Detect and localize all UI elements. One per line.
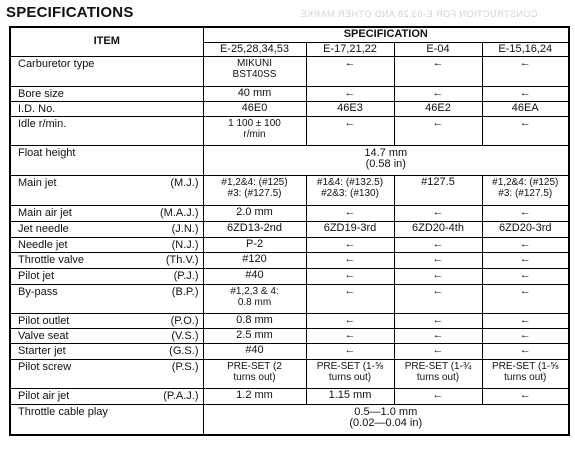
spec-item-abbreviation: (P.S.) <box>171 360 199 373</box>
spec-value: PRE-SET (2 turns out) <box>203 359 306 388</box>
spec-value: 2.5 mm <box>203 328 306 343</box>
spec-value: ← <box>394 343 482 359</box>
spec-value: PRE-SET (1-⅝ turns out) <box>482 359 569 388</box>
spec-value: ← <box>482 268 569 284</box>
spec-value: ← <box>394 284 482 313</box>
spec-value: ← <box>394 388 482 404</box>
spec-value: ← <box>394 116 482 145</box>
spec-value: #120 <box>203 252 306 268</box>
spec-value-span: 0.5—1.0 mm (0.02—0.04 in) <box>203 404 569 435</box>
spec-row <box>10 101 569 116</box>
spec-item-abbreviation: (M.A.J.) <box>160 206 199 219</box>
spec-item-abbreviation: (P.A.J.) <box>163 389 199 402</box>
bleed-through-text: CONSTRUCTION FOR E-03,28 AND OTHER MARKE <box>300 9 538 19</box>
spec-item-cell <box>10 328 203 343</box>
spec-item-abbreviation: (B.P.) <box>171 285 199 298</box>
spec-item-abbreviation: (M.J.) <box>170 176 199 189</box>
spec-value: ← <box>306 268 394 284</box>
spec-value: 1.2 mm <box>203 388 306 404</box>
spec-item-label: Idle r/min. <box>18 117 67 130</box>
spec-row <box>10 284 569 313</box>
spec-value: 6ZD13-2nd <box>203 221 306 237</box>
spec-value: ← <box>306 313 394 328</box>
spec-value: ← <box>394 328 482 343</box>
specifications-table <box>9 26 570 436</box>
spec-item-label: By-pass <box>18 285 58 298</box>
spec-value: 46EA <box>482 101 569 116</box>
spec-item-cell <box>10 404 203 435</box>
spec-value: 2.0 mm <box>203 205 306 221</box>
specification-header: SPECIFICATION <box>203 27 569 42</box>
spec-value: ← <box>394 268 482 284</box>
spec-value: 6ZD20-3rd <box>482 221 569 237</box>
spec-value: ← <box>394 237 482 252</box>
spec-item-label: Pilot outlet <box>18 314 70 327</box>
spec-row <box>10 221 569 237</box>
spec-value: ← <box>306 116 394 145</box>
spec-row <box>10 388 569 404</box>
spec-row <box>10 328 569 343</box>
spec-item-label: Valve seat <box>18 329 69 342</box>
spec-item-cell <box>10 205 203 221</box>
spec-item-label: Throttle cable play <box>18 405 108 418</box>
spec-value: 1.15 mm <box>306 388 394 404</box>
spec-item-cell <box>10 237 203 252</box>
spec-value: 46E3 <box>306 101 394 116</box>
spec-value: ← <box>306 343 394 359</box>
spec-item-label: I.D. No. <box>18 102 56 115</box>
spec-value: ← <box>306 56 394 86</box>
spec-item-label: Jet needle <box>18 222 69 235</box>
spec-value: #1,2&4: (#125) #3: (#127.5) <box>203 175 306 205</box>
spec-value: ← <box>306 205 394 221</box>
spec-row <box>10 205 569 221</box>
spec-row <box>10 268 569 284</box>
spec-row <box>10 86 569 101</box>
column-header: E-15,16,24 <box>482 42 569 56</box>
column-header: E-25,28,34,53 <box>203 42 306 56</box>
spec-value-span: 14.7 mm (0.58 in) <box>203 145 569 175</box>
spec-value: #40 <box>203 268 306 284</box>
spec-row <box>10 252 569 268</box>
spec-value: 46E2 <box>394 101 482 116</box>
spec-item-cell <box>10 252 203 268</box>
spec-value: #127.5 <box>394 175 482 205</box>
spec-item-label: Main air jet <box>18 206 72 219</box>
spec-row <box>10 359 569 388</box>
spec-value: ← <box>482 328 569 343</box>
spec-value: ← <box>306 237 394 252</box>
spec-value: PRE-SET (1-¾ turns out) <box>394 359 482 388</box>
spec-row <box>10 175 569 205</box>
spec-item-abbreviation: (G.S.) <box>169 344 199 357</box>
spec-item-cell <box>10 343 203 359</box>
spec-item-cell <box>10 268 203 284</box>
spec-item-label: Pilot air jet <box>18 389 70 402</box>
spec-value: ← <box>306 252 394 268</box>
spec-item-cell <box>10 221 203 237</box>
spec-item-cell <box>10 175 203 205</box>
spec-item-abbreviation: (V.S.) <box>171 329 199 342</box>
spec-value: ← <box>482 252 569 268</box>
spec-value: ← <box>394 205 482 221</box>
spec-item-abbreviation: (J.N.) <box>171 222 199 235</box>
spec-item-abbreviation: (P.J.) <box>173 269 199 282</box>
spec-value: 1 100 ± 100 r/min <box>203 116 306 145</box>
spec-value: ← <box>306 284 394 313</box>
spec-item-label: Throttle valve <box>18 253 85 266</box>
spec-item-cell <box>10 101 203 116</box>
spec-value: ← <box>482 284 569 313</box>
spec-value: ← <box>482 86 569 101</box>
spec-value: ← <box>394 252 482 268</box>
spec-value: ← <box>482 343 569 359</box>
spec-value: ← <box>482 237 569 252</box>
spec-value: P-2 <box>203 237 306 252</box>
spec-row <box>10 404 569 435</box>
spec-item-label: Pilot jet <box>18 269 55 282</box>
spec-item-abbreviation: (P.O.) <box>170 314 199 327</box>
spec-value: ← <box>306 86 394 101</box>
spec-value: ← <box>482 116 569 145</box>
spec-item-cell <box>10 359 203 388</box>
spec-item-label: Starter jet <box>18 344 66 357</box>
spec-value: ← <box>306 328 394 343</box>
spec-item-label: Main jet <box>18 176 57 189</box>
spec-item-label: Carburetor type <box>18 57 95 70</box>
spec-row <box>10 343 569 359</box>
page-title: SPECIFICATIONS <box>6 4 134 21</box>
spec-value: 6ZD19-3rd <box>306 221 394 237</box>
spec-value: 46E0 <box>203 101 306 116</box>
spec-value: PRE-SET (1-⅝ turns out) <box>306 359 394 388</box>
spec-value: 0.8 mm <box>203 313 306 328</box>
spec-value: 40 mm <box>203 86 306 101</box>
spec-item-cell <box>10 145 203 175</box>
spec-row <box>10 116 569 145</box>
column-header: E-04 <box>394 42 482 56</box>
spec-value: #1,2,3 & 4: 0.8 mm <box>203 284 306 313</box>
spec-value: #1&4: (#132.5) #2&3: (#130) <box>306 175 394 205</box>
spec-row <box>10 313 569 328</box>
spec-row <box>10 145 569 175</box>
spec-value: ← <box>482 313 569 328</box>
spec-item-cell <box>10 284 203 313</box>
spec-value: #40 <box>203 343 306 359</box>
spec-value: MIKUNI BST40SS <box>203 56 306 86</box>
spec-item-cell <box>10 56 203 86</box>
spec-value: ← <box>394 313 482 328</box>
spec-value: ← <box>394 56 482 86</box>
spec-value: ← <box>482 388 569 404</box>
spec-item-abbreviation: (N.J.) <box>171 238 199 251</box>
spec-item-label: Bore size <box>18 87 64 100</box>
spec-value: ← <box>394 86 482 101</box>
spec-row <box>10 237 569 252</box>
spec-value: 6ZD20-4th <box>394 221 482 237</box>
spec-item-abbreviation: (Th.V.) <box>165 253 199 266</box>
spec-item-label: Float height <box>18 146 76 159</box>
spec-value: #1,2&4: (#125) #3: (#127.5) <box>482 175 569 205</box>
item-header: ITEM <box>10 27 203 56</box>
spec-value: ← <box>482 205 569 221</box>
spec-item-label: Pilot screw <box>18 360 72 373</box>
spec-item-cell <box>10 116 203 145</box>
spec-item-label: Needle jet <box>18 238 68 251</box>
column-header: E-17,21,22 <box>306 42 394 56</box>
spec-value: ← <box>482 56 569 86</box>
spec-item-cell <box>10 313 203 328</box>
spec-item-cell <box>10 388 203 404</box>
spec-item-cell <box>10 86 203 101</box>
spec-row <box>10 56 569 86</box>
